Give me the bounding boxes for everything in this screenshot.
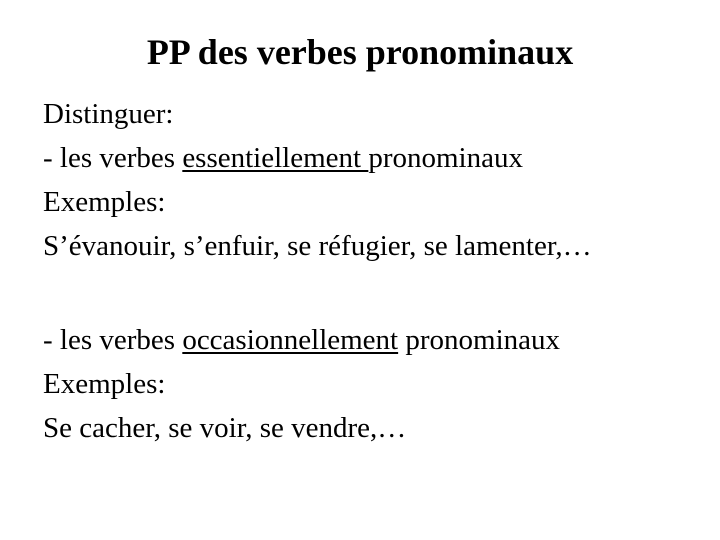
examples-essentiellement: S’évanouir, s’enfuir, se réfugier, se lamenter,… xyxy=(43,230,592,262)
bullet-essentiellement xyxy=(43,136,703,180)
text-exemples-2: Exemples: xyxy=(43,368,166,400)
text-exemples-1: Exemples: xyxy=(43,186,166,218)
slide-body xyxy=(43,92,703,450)
underlined-essentiellement: essentiellement xyxy=(182,142,369,174)
bullet-essentiellement-suffix: pronominaux xyxy=(368,142,523,174)
bullet-occasionnellement xyxy=(43,318,703,362)
slide-title: PP des verbes pronominaux xyxy=(146,32,574,72)
bullet-occasionnellement-prefix: - les verbes xyxy=(43,324,183,356)
underlined-occasionnellement: occasionnellement xyxy=(182,324,399,356)
examples-occasionnellement: Se cacher, se voir, se vendre,… xyxy=(43,412,407,444)
spacer xyxy=(43,268,703,318)
bullet-occasionnellement-suffix: pronominaux xyxy=(398,324,561,356)
text-distinguer: Distinguer: xyxy=(43,98,174,130)
bullet-essentiellement-prefix: - les verbes xyxy=(43,142,183,174)
